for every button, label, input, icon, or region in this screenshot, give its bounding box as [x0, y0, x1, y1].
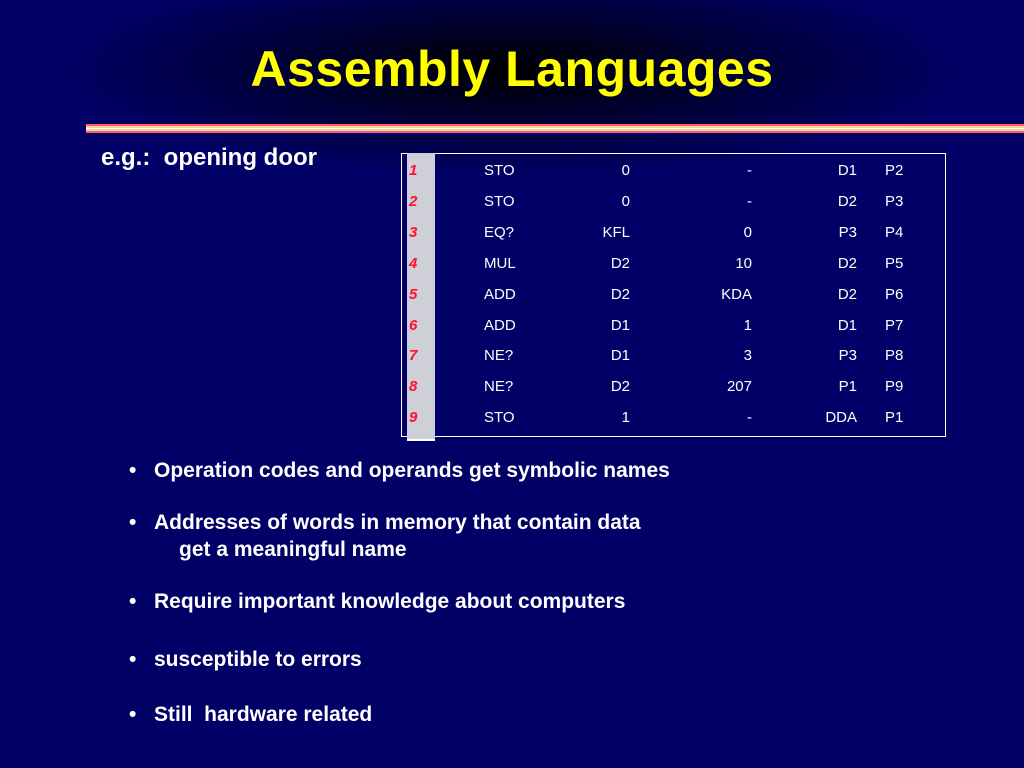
- opcode: NE?: [484, 378, 514, 395]
- bullet-text: Operation codes and operands get symbolic names: [154, 459, 670, 482]
- slide-title: Assembly Languages: [250, 41, 774, 97]
- result: D1: [837, 162, 857, 179]
- line-number: 6: [409, 317, 418, 334]
- operand-2: 3: [743, 347, 752, 364]
- next-step: P4: [885, 224, 904, 241]
- opcode: NE?: [484, 347, 514, 364]
- line-number: 8: [409, 378, 418, 395]
- opcode: ADD: [484, 286, 516, 303]
- bullet-icon: •: [129, 459, 137, 482]
- opcode: EQ?: [484, 224, 515, 241]
- next-step: P5: [885, 255, 904, 272]
- operand-2: 10: [735, 255, 752, 272]
- line-number: 5: [409, 286, 418, 303]
- result: P3: [838, 224, 857, 241]
- next-step: P6: [885, 286, 904, 303]
- next-step: P7: [885, 317, 904, 334]
- next-step: P1: [885, 409, 904, 426]
- opcode: STO: [484, 193, 515, 210]
- result: D1: [837, 317, 857, 334]
- line-number: 2: [409, 193, 418, 210]
- operand-2: KDA: [721, 286, 752, 303]
- title-divider: [86, 124, 1024, 136]
- bullet-icon: •: [129, 590, 137, 613]
- line-number: 4: [409, 255, 418, 272]
- line-number: 7: [409, 347, 418, 364]
- operand-1: 1: [621, 409, 630, 426]
- operand-2: -: [747, 162, 752, 179]
- next-step: P9: [885, 378, 904, 395]
- opcode: MUL: [484, 255, 516, 272]
- bullet-icon: •: [129, 703, 137, 726]
- table-row: [0, 255, 1024, 275]
- table-row: [0, 286, 1024, 306]
- bullet-text: Still hardware related: [154, 703, 373, 726]
- opcode: ADD: [484, 317, 516, 334]
- table-row: [0, 409, 1024, 429]
- line-number: 3: [409, 224, 418, 241]
- operand-2: -: [747, 409, 752, 426]
- table-row: [0, 224, 1024, 244]
- result: DDA: [825, 409, 857, 426]
- line-number: 9: [409, 409, 418, 426]
- operand-1: 0: [621, 193, 630, 210]
- operand-2: 1: [743, 317, 752, 334]
- operand-2: 0: [743, 224, 752, 241]
- result: D2: [837, 193, 857, 210]
- line-number: 1: [409, 162, 418, 179]
- opcode: STO: [484, 409, 515, 426]
- operand-1: D1: [610, 317, 630, 334]
- bullet-icon: •: [129, 511, 137, 534]
- operand-2: -: [747, 193, 752, 210]
- table-row: [0, 193, 1024, 213]
- operand-2: 207: [726, 378, 752, 395]
- bullet-text: Require important knowledge about computers: [154, 590, 626, 613]
- result: P3: [838, 347, 857, 364]
- operand-1: D2: [610, 378, 630, 395]
- opcode: STO: [484, 162, 515, 179]
- bullet-text: Addresses of words in memory that contain data: [154, 511, 641, 534]
- operand-1: 0: [621, 162, 630, 179]
- operand-1: KFL: [602, 224, 630, 241]
- table-row: [0, 162, 1024, 182]
- bullet-text-continued: get a meaningful name: [179, 538, 407, 561]
- result: D2: [837, 286, 857, 303]
- next-step: P2: [885, 162, 904, 179]
- operand-1: D2: [610, 255, 630, 272]
- next-step: P3: [885, 193, 904, 210]
- table-row: [0, 347, 1024, 367]
- table-row: [0, 378, 1024, 398]
- table-row: [0, 317, 1024, 337]
- result: D2: [837, 255, 857, 272]
- bullet-icon: •: [129, 648, 137, 671]
- operand-1: D1: [610, 347, 630, 364]
- bullet-text: susceptible to errors: [154, 648, 362, 671]
- operand-1: D2: [610, 286, 630, 303]
- next-step: P8: [885, 347, 904, 364]
- result: P1: [838, 378, 857, 395]
- example-heading: e.g.: opening door: [101, 144, 317, 171]
